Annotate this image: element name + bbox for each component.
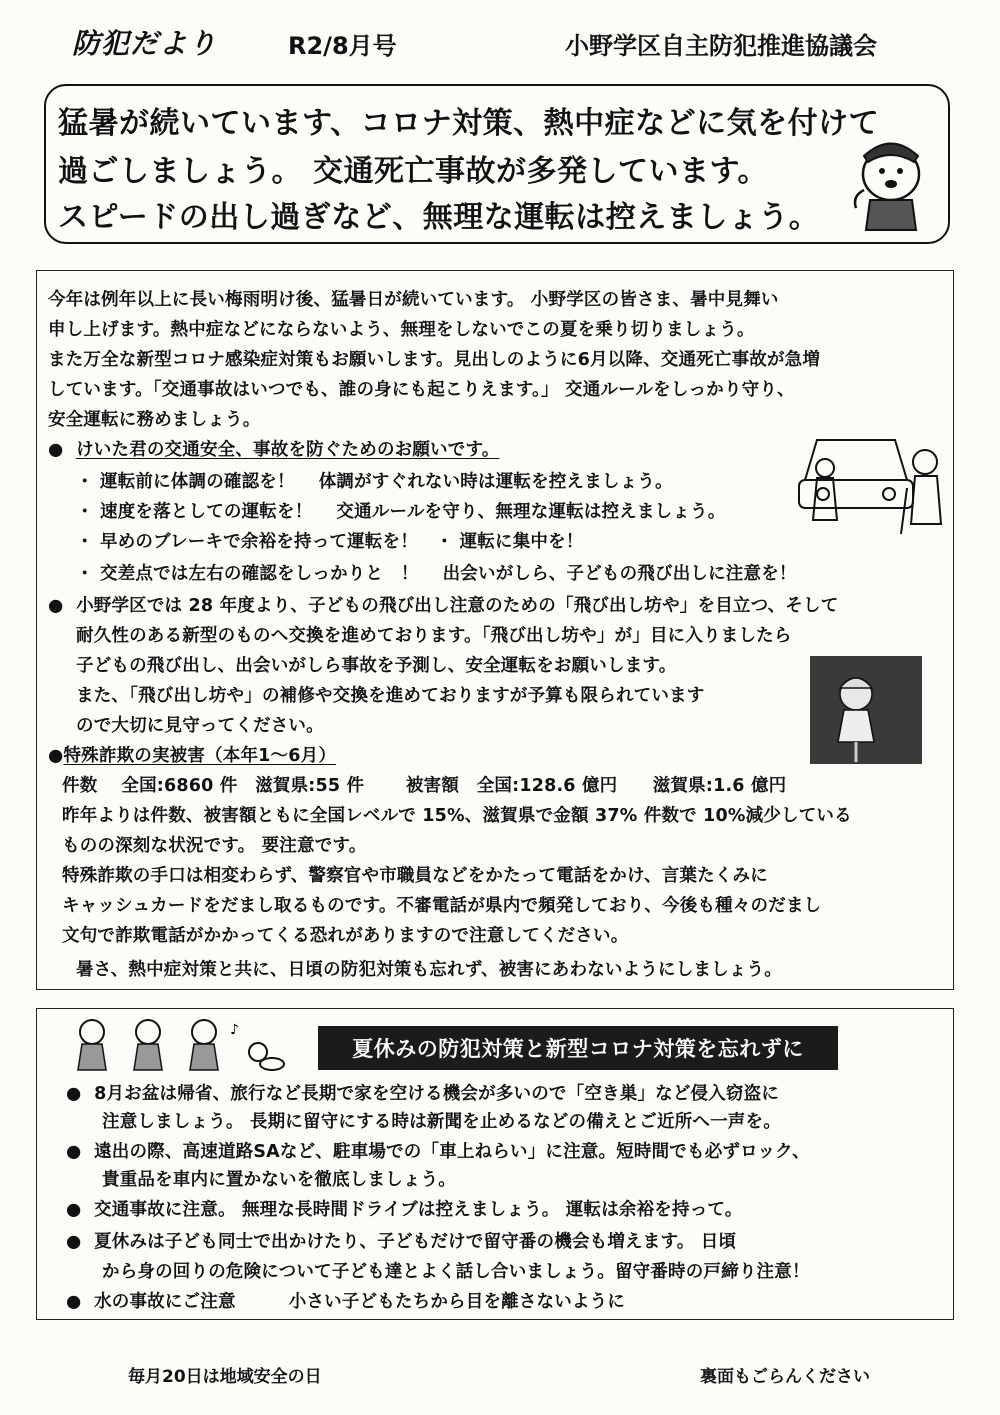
traffic-item: ・ 早めのブレーキで余裕を持って運転を！ ・ 運転に集中を！: [76, 532, 584, 552]
summer-item-cont: 貴重品を車内に置かないを徹底しましょう。: [102, 1170, 456, 1190]
tobidashi-line: また、「飛び出し坊や」の補修や交換を進めておりますが予算も限られています: [76, 686, 705, 706]
intro-line: 申し上げます。熱中症などにならないよう、無理をしないでこの夏を乗り切りましょう。: [48, 320, 755, 340]
car-pedestrian-illustration-icon: [795, 428, 955, 538]
footer-right: 裏面もごらんください: [700, 1367, 870, 1387]
traffic-item: ・ 運転前に体調の確認を！ 体調がすぐれない時は運転を控えましょう。: [76, 472, 673, 492]
headline-banner: [44, 84, 950, 244]
summer-item-cont: から身の回りの危険について子ども達とよく話し合いましょう。留守番時の戸締り注意！: [102, 1262, 810, 1282]
intro-line: 今年は例年以上に長い梅雨明け後、猛暑日が続いています。 小野学区の皆さま、暑中見舞い: [48, 290, 779, 310]
tobidashi-line: 耐久性のある新型のものへ交換を進めております。「飛び出し坊や」が」目に入りましたら: [76, 626, 792, 646]
traffic-item-text: 交差点では左右の確認をしっかりと ！ 出会いがしら、子どもの飛び出しに注意を！: [100, 564, 797, 584]
summer-item: ● 8月お盆は帰省、旅行など長期で家を空ける機会が多いので「空き巣」など侵入窃盗に: [66, 1084, 780, 1104]
summer-item-text: 水の事故にご注意 小さい子どもたちから目を離さないように: [94, 1292, 626, 1312]
summer-heading: 夏休みの防犯対策と新型コロナ対策を忘れずに: [318, 1026, 838, 1070]
footer-left: 毎月20日は地域安全の日: [128, 1367, 322, 1387]
traffic-item-text: 速度を落としての運転を！ 交通ルールを守り、無理な運転は控えましょう。: [100, 502, 726, 522]
summer-item-text: 8月お盆は帰省、旅行など長期で家を空ける機会が多いので「空き巣」など侵入窃盗に: [94, 1084, 780, 1104]
closing-line: 暑さ、熱中症対策と共に、日頃の防犯対策も忘れず、被害にあわないようにしましょう。: [76, 960, 782, 980]
intro-line: また万全な新型コロナ感染症対策もお願いします。見出しのように6月以降、交通死亡事故が急増: [48, 350, 821, 370]
banner-line: スピードの出し過ぎなど、無理な運転は控えましょう。: [58, 200, 820, 235]
tobidashi-line: ので大切に見守ってください。: [76, 716, 324, 736]
banner-line: 過ごしましょう。 交通死亡事故が多発しています。: [58, 154, 769, 189]
traffic-item: ・ 速度を落としての運転を！ 交通ルールを守り、無理な運転は控えましょう。: [76, 502, 726, 522]
traffic-item-text: 運転前に体調の確認を！ 体調がすぐれない時は運転を控えましょう。: [100, 472, 673, 492]
fraud-body-line: ものの深刻な状況です。 要注意です。: [62, 836, 367, 856]
tobidashi-boya-photo-icon: [810, 656, 922, 764]
summer-item: ● 水の事故にご注意 小さい子どもたちから目を離さないように: [66, 1292, 626, 1312]
tobidashi-line: 子どもの飛び出し、出会いがしら事故を予測し、安全運転をお願いします。: [76, 656, 677, 676]
mascot-police-icon: [846, 126, 936, 236]
fraud-body-line: 昨年よりは件数、被害額ともに全国レベルで 15%、滋賀県で金額 37% 件数で 10%減少している: [62, 806, 852, 826]
newsletter-title: 防犯だより: [72, 27, 218, 60]
intro-line: 安全運転に務めましょう。: [48, 410, 261, 430]
summer-item-text: 遠出の際、高速道路SAなど、駐車場での「車上ねらい」に注意。短時間でも必ずロック、: [94, 1142, 810, 1162]
fraud-heading: ●特殊詐欺の実被害（本年1～6月）: [48, 746, 337, 766]
fraud-heading-text: 特殊詐欺の実被害（本年1～6月）: [63, 746, 337, 766]
traffic-heading: ● けいた君の交通安全、事故を防ぐためのお願いです。: [48, 440, 500, 460]
fraud-stats: 件数 全国:6860 件 滋賀県:55 件 被害額 全国:128.6 億円 滋賀県:1.6 億円: [62, 776, 787, 796]
fraud-body-line: 特殊詐欺の手口は相変わらず、警察官や市職員などをかたって電話をかけ、言葉たくみに: [62, 866, 768, 886]
fraud-body-line: 文句で詐欺電話がかかってくる恐れがありますので注意してください。: [62, 926, 629, 946]
svg-text:♪: ♪: [230, 1022, 239, 1038]
summer-item: ● 交通事故に注意。 無理な長時間ドライブは控えましょう。 運転は余裕を持って。: [66, 1200, 743, 1220]
fraud-body-line: キャッシュカードをだまし取るものです。不審電話が県内で頻発しており、今後も種々のだまし: [62, 896, 822, 916]
summer-item-cont: 注意しましょう。 長期に留守にする時は新聞を止めるなどの備えとご近所へ一声を。: [102, 1112, 781, 1132]
summer-item: ● 夏休みは子ども同士で出かけたり、子どもだけで留守番の機会も増えます。 日頃: [66, 1232, 737, 1252]
organization-name: 小野学区自主防犯推進協議会: [565, 32, 877, 60]
summer-item-text: 夏休みは子ども同士で出かけたり、子どもだけで留守番の機会も増えます。 日頃: [94, 1232, 737, 1252]
banner-line: 猛暑が続いています、コロナ対策、熱中症などに気を付けて: [58, 106, 880, 141]
summer-item: ● 遠出の際、高速道路SAなど、駐車場での「車上ねらい」に注意。短時間でも必ずロック、: [66, 1142, 810, 1162]
traffic-item: ・ 交差点では左右の確認をしっかりと ！ 出会いがしら、子どもの飛び出しに注意を！: [76, 564, 797, 584]
traffic-heading-text: けいた君の交通安全、事故を防ぐためのお願いです。: [76, 440, 500, 460]
tobidashi-text: 小野学区では 28 年度より、子どもの飛び出し注意のための「飛び出し坊や」を目立つ、そして: [76, 596, 839, 616]
dancing-children-icon: [62, 1014, 292, 1076]
summer-item-text: 交通事故に注意。 無理な長時間ドライブは控えましょう。 運転は余裕を持って。: [94, 1200, 743, 1220]
traffic-item-text: 早めのブレーキで余裕を持って運転を！ ・ 運転に集中を！: [100, 532, 584, 552]
issue-label: R2/8月号: [288, 32, 397, 60]
tobidashi-line: ● 小野学区では 28 年度より、子どもの飛び出し注意のための「飛び出し坊や」を目立つ、そして: [48, 596, 839, 616]
intro-line: しています。「交通事故はいつでも、誰の身にも起こりえます。」 交通ルールをしっかり守り、: [48, 380, 795, 400]
